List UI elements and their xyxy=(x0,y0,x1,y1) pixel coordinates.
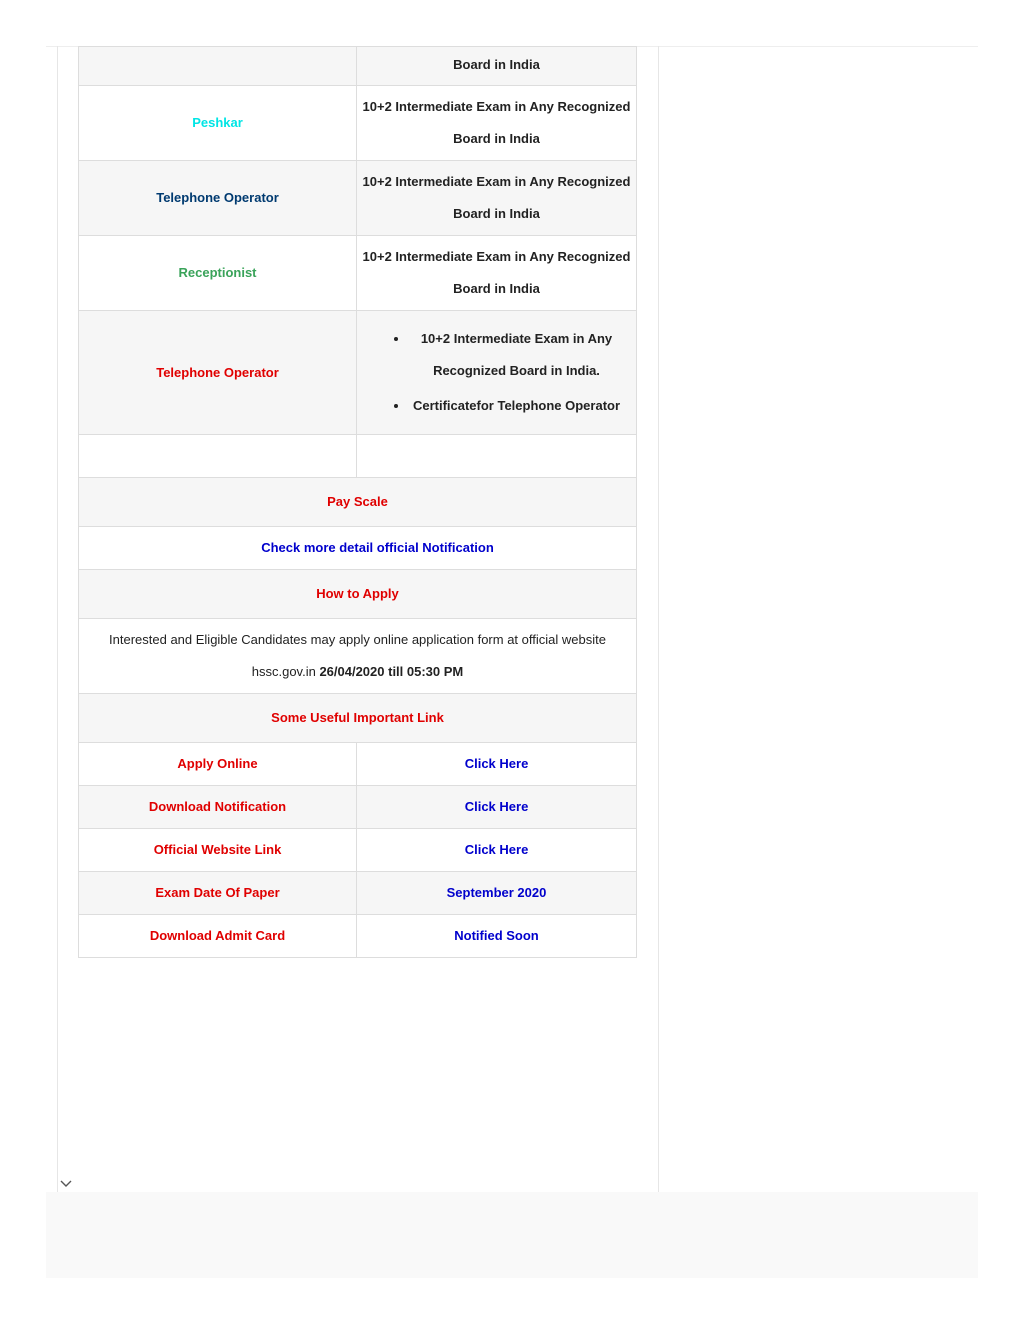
download-notification-link[interactable]: Click Here xyxy=(464,799,529,814)
link-value-cell xyxy=(357,743,637,786)
qualification-line: Board in India xyxy=(453,206,540,221)
link-label: Exam Date Of Paper xyxy=(79,872,357,915)
list-item: • 10+2 Intermediate Exam in Any Recognized Board in India. xyxy=(409,323,624,387)
table-row xyxy=(79,915,637,958)
qualification-cell xyxy=(357,236,637,311)
qualification-line: Board in India xyxy=(453,131,540,146)
qualification-line: 10+2 Intermediate Exam in Any Recognized xyxy=(362,174,631,189)
table-row xyxy=(79,236,637,311)
qualification-list xyxy=(361,323,632,422)
qualification-text: Board in India xyxy=(453,56,540,72)
link-label: Apply Online xyxy=(79,743,357,786)
official-website-link[interactable]: Click Here xyxy=(464,842,529,857)
post-cell xyxy=(79,311,357,435)
chevron-down-icon[interactable] xyxy=(58,1176,74,1192)
link-label: Official Website Link xyxy=(79,829,357,872)
footer-band xyxy=(46,1192,978,1278)
empty-cell xyxy=(357,435,637,478)
table-row xyxy=(79,311,637,435)
apply-instructions xyxy=(79,619,637,694)
qualification-cell xyxy=(357,47,637,86)
recruitment-table xyxy=(78,46,637,958)
section-heading-row xyxy=(79,478,637,527)
table-row xyxy=(79,786,637,829)
post-name: Peshkar xyxy=(192,115,243,130)
link-label: Download Admit Card xyxy=(79,915,357,958)
post-cell xyxy=(79,86,357,161)
pay-scale-heading: Pay Scale xyxy=(79,478,637,527)
table-row xyxy=(79,743,637,786)
table-row xyxy=(79,435,637,478)
exam-date-value: September 2020 xyxy=(446,885,547,900)
qualification-cell xyxy=(357,311,637,435)
table-row xyxy=(79,161,637,236)
table-row xyxy=(79,872,637,915)
table-row xyxy=(79,527,637,570)
post-name: Telephone Operator xyxy=(156,190,279,205)
post-cell xyxy=(79,236,357,311)
post-cell xyxy=(79,161,357,236)
post-cell xyxy=(79,47,357,86)
admit-card-value: Notified Soon xyxy=(454,928,539,943)
qualification-cell xyxy=(357,86,637,161)
apply-deadline: 26/04/2020 till 05:30 PM xyxy=(319,664,464,679)
qualification-line: 10+2 Intermediate Exam in Any Recognized xyxy=(362,99,631,114)
link-value-cell xyxy=(357,786,637,829)
link-value-cell xyxy=(357,872,637,915)
qualification-line: Board in India xyxy=(453,281,540,296)
section-heading-row xyxy=(79,570,637,619)
pay-scale-cell xyxy=(79,527,637,570)
qualification-line: 10+2 Intermediate Exam in Any Recognized xyxy=(362,249,631,264)
apply-online-link[interactable]: Click Here xyxy=(464,756,529,771)
qualification-cell xyxy=(357,161,637,236)
useful-links-heading: Some Useful Important Link xyxy=(79,694,637,743)
link-value-cell xyxy=(357,829,637,872)
empty-cell xyxy=(79,435,357,478)
link-label: Download Notification xyxy=(79,786,357,829)
list-item: • Certificatefor Telephone Operator xyxy=(409,390,624,422)
table-row xyxy=(79,86,637,161)
link-value-cell xyxy=(357,915,637,958)
table-row xyxy=(79,829,637,872)
apply-text: Interested and Eligible Candidates may apply online application form at official website hssc.gov.in xyxy=(109,632,606,679)
post-name: Telephone Operator xyxy=(156,364,279,380)
table-row xyxy=(79,47,637,86)
section-heading-row xyxy=(79,694,637,743)
notification-link[interactable]: Check more detail official Notification xyxy=(261,540,494,555)
table-row xyxy=(79,619,637,694)
how-to-apply-heading: How to Apply xyxy=(79,570,637,619)
post-name: Receptionist xyxy=(178,265,257,280)
